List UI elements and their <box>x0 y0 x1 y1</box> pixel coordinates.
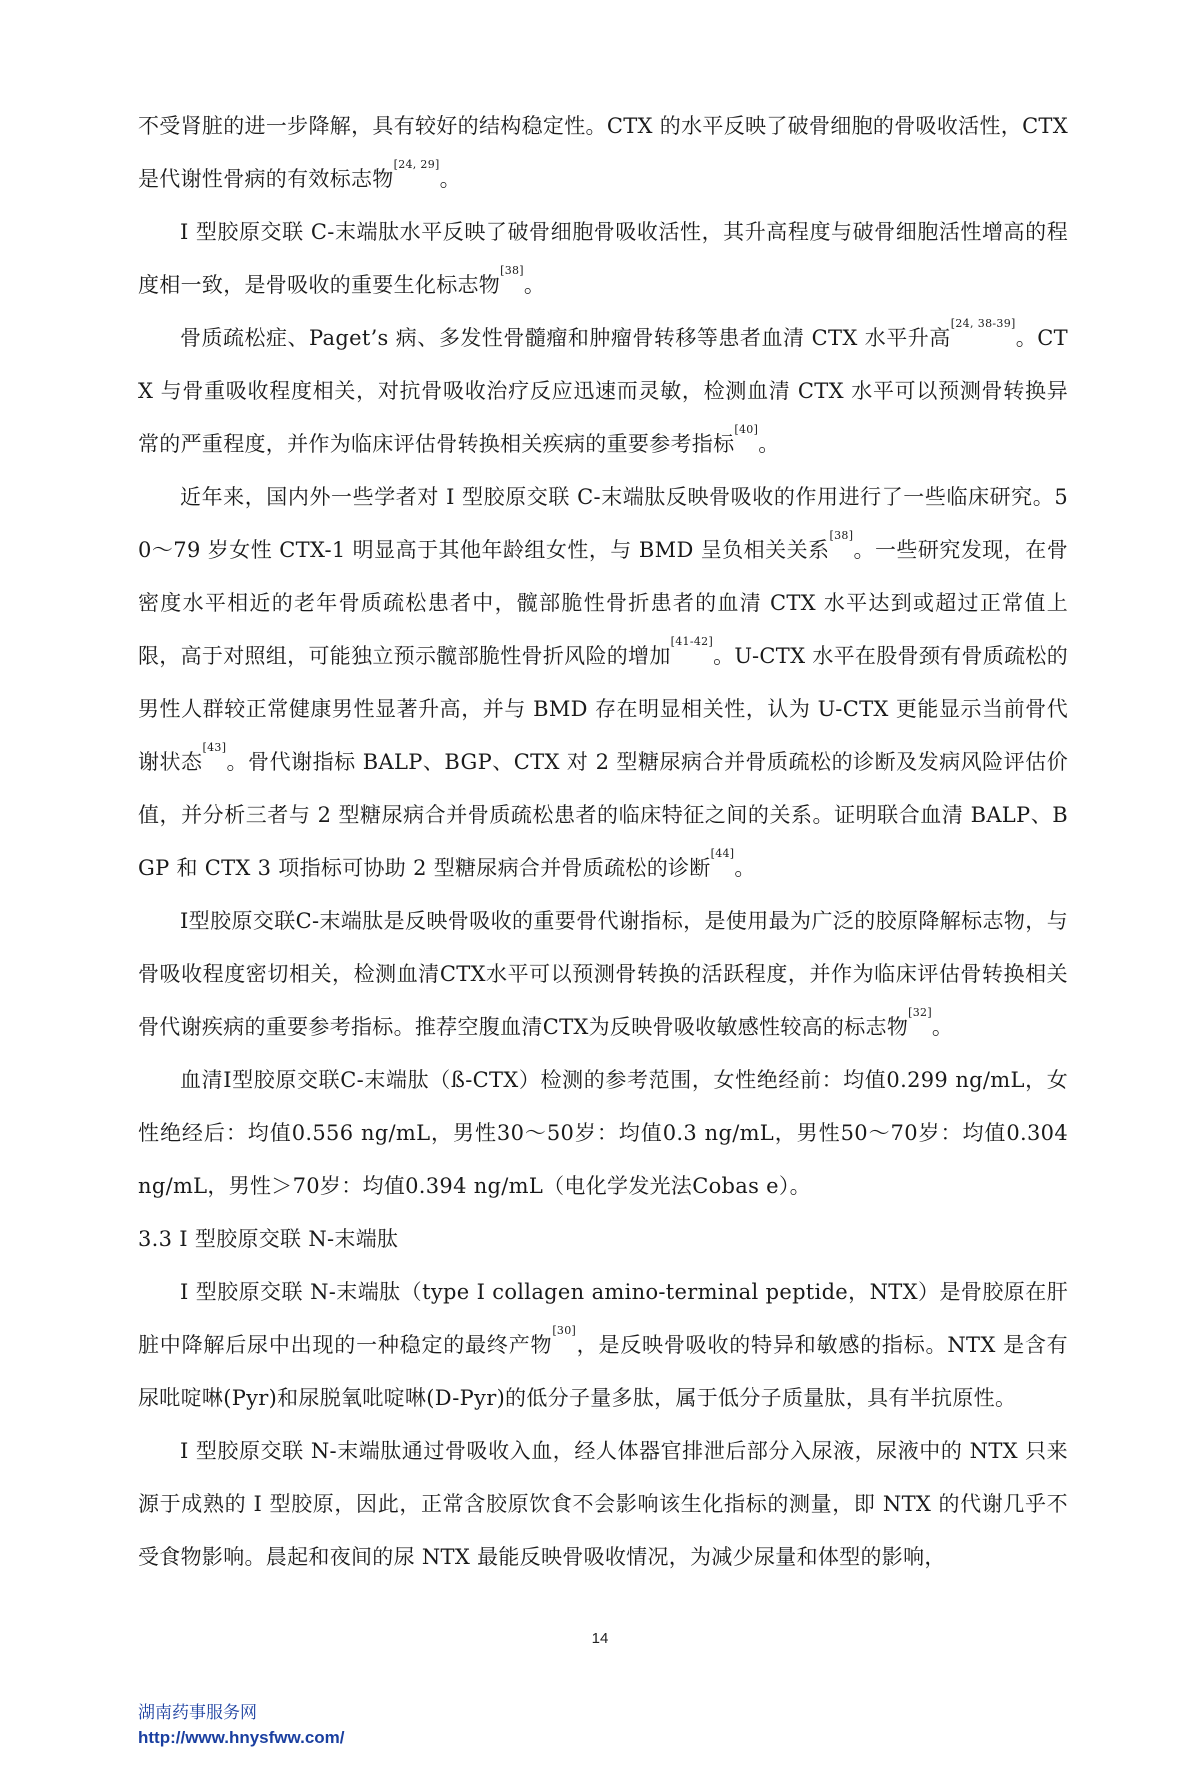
text-run: 近年来，国内外一些学者对 I 型胶原交联 C-末端肽反映骨吸收的作用进行了一些临床研究。50～79 岁女性 CTX-1 明显高于其他年龄组女性，与 BMD 呈负相关关系 <box>138 485 1068 562</box>
paragraph <box>138 100 1068 206</box>
text-run: I 型胶原交联 N-末端肽（type I collagen amino-terminal peptide，NTX）是骨胶原在肝脏中降解后尿中出现的一种稳定的最终产物 <box>138 1280 1068 1357</box>
paragraph <box>138 895 1068 1054</box>
citation-ref: [38] <box>500 264 524 277</box>
document-body <box>138 100 1068 1584</box>
text-run: 。CTX 与骨重吸收程度相关，对抗骨吸收治疗反应迅速而灵敏，检测血清 CTX 水平可以预测骨转换异常的严重程度，并作为临床评估骨转换相关疾病的重要参考指标 <box>138 326 1068 456</box>
paragraph <box>138 1054 1068 1213</box>
text-run: 骨质疏松症、Paget’s 病、多发性骨髓瘤和肿瘤骨转移等患者血清 CTX 水平升高 <box>180 326 951 350</box>
text-run: ，是反映骨吸收的特异和敏感的指标。NTX 是含有尿吡啶啉(Pyr)和尿脱氧吡啶啉(D-Pyr)的低分子量多肽，属于低分子质量肽，具有半抗原性。 <box>138 1333 1068 1410</box>
paragraph <box>138 312 1068 471</box>
text-run: 3.3 I 型胶原交联 N-末端肽 <box>138 1227 399 1251</box>
text-run: 。一些研究发现，在骨密度水平相近的老年骨质疏松患者中，髋部脆性骨折患者的血清 CTX 水平达到或超过正常值上限，高于对照组，可能独立预示髋部脆性骨折风险的增加 <box>138 538 1068 668</box>
text-run: 血清I型胶原交联C-末端肽（ß-CTX）检测的参考范围，女性绝经前：均值0.299 ng/mL，女性绝经后：均值0.556 ng/mL，男性30～50岁：均值0.3 ng/mL，男性50～70岁：均值0.304 ng/mL，男性＞70岁：均值0.394 ng/mL（电化学发光法Cobas e）。 <box>138 1068 1068 1198</box>
page-number: 14 <box>591 1630 609 1647</box>
footer-site-name: 湖南药事服务网 <box>138 1703 257 1723</box>
section-heading <box>138 1213 1068 1266</box>
text-run: I型胶原交联C-末端肽是反映骨吸收的重要骨代谢指标，是使用最为广泛的胶原降解标志物，与骨吸收程度密切相关，检测血清CTX水平可以预测骨转换的活跃程度，并作为临床评估骨转换相关骨代谢疾病的重要参考指标。推荐空腹血清CTX为反映骨吸收敏感性较高的标志物 <box>138 909 1068 1039</box>
paragraph <box>138 206 1068 312</box>
text-run: 。 <box>734 856 756 880</box>
paragraph <box>138 1266 1068 1425</box>
text-run: 。 <box>439 167 461 191</box>
text-run: 不受肾脏的进一步降解，具有较好的结构稳定性。CTX 的水平反映了破骨细胞的骨吸收活性，CTX 是代谢性骨病的有效标志物 <box>138 114 1068 191</box>
footer-site-url[interactable]: http://www.hnysfww.com/ <box>138 1728 345 1747</box>
paragraph <box>138 1425 1068 1584</box>
citation-ref: [30] <box>552 1324 577 1337</box>
text-run: 。 <box>523 273 546 297</box>
citation-ref: [24, 38-39] <box>950 317 1016 330</box>
citation-ref: [43] <box>202 741 227 754</box>
paragraph <box>138 471 1068 895</box>
text-run: I 型胶原交联 N-末端肽通过骨吸收入血，经人体器官排泄后部分入尿液，尿液中的 NTX 只来源于成熟的 I 型胶原，因此，正常含胶原饮食不会影响该生化指标的测量，即 NTX 的代谢几乎不受食物影响。晨起和夜间的尿 NTX 最能反映骨吸收情况，为减少尿量和体型的影响， <box>138 1439 1068 1569</box>
text-run: 。骨代谢指标 BALP、BGP、CTX 对 2 型糖尿病合并骨质疏松的诊断及发病风险评估价值，并分析三者与 2 型糖尿病合并骨质疏松患者的临床特征之间的关系。证明联合血清 BALP、BGP 和 CTX 3 项指标可协助 2 型糖尿病合并骨质疏松的诊断 <box>138 750 1068 880</box>
citation-ref: [41-42] <box>670 635 714 648</box>
text-run: I 型胶原交联 C-末端肽水平反映了破骨细胞骨吸收活性，其升高程度与破骨细胞活性增高的程度相一致，是骨吸收的重要生化标志物 <box>138 220 1068 297</box>
citation-ref: [38] <box>829 529 854 542</box>
text-run: 。 <box>758 432 780 456</box>
citation-ref: [44] <box>710 847 735 860</box>
citation-ref: [24, 29] <box>393 158 440 171</box>
text-run: 。U-CTX 水平在股骨颈有骨质疏松的男性人群较正常健康男性显著升高，并与 BMD 存在明显相关性，认为 U-CTX 更能显示当前骨代谢状态 <box>138 644 1068 774</box>
citation-ref: [40] <box>734 423 759 436</box>
text-run: 。 <box>931 1015 954 1039</box>
citation-ref: [32] <box>908 1006 932 1019</box>
